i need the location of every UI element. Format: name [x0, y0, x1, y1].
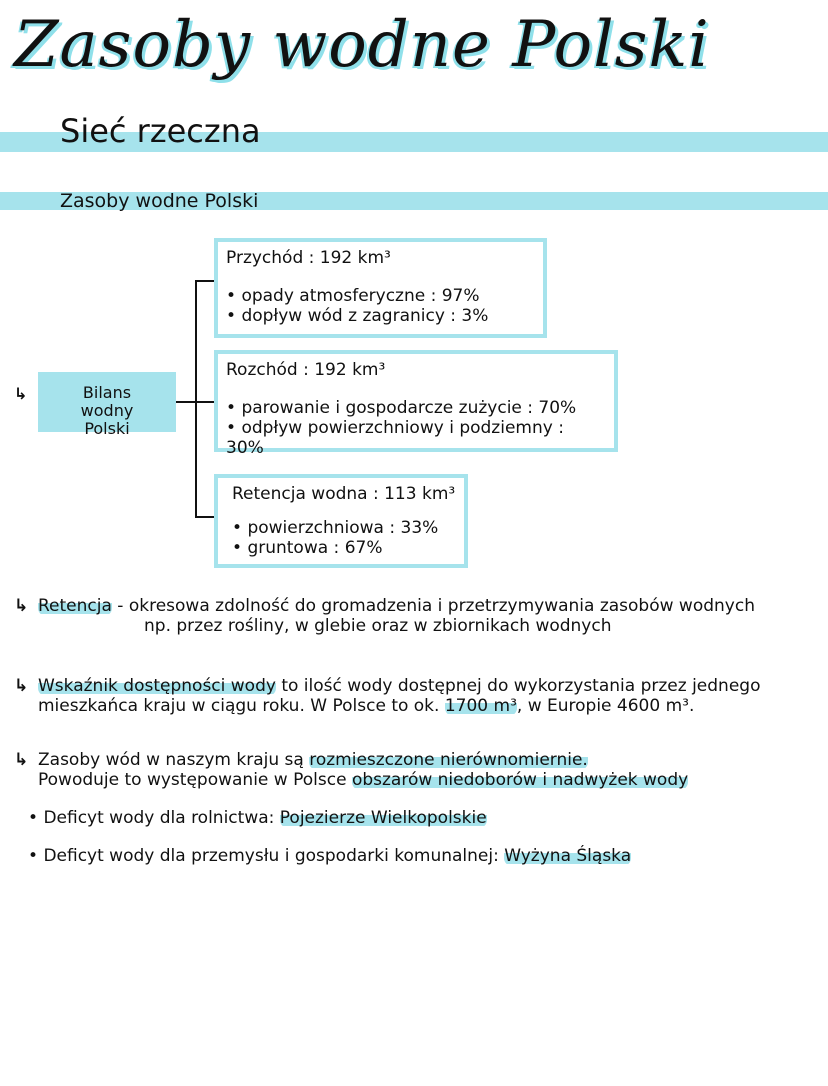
- box-heading: Retencja wodna : 113 km³: [232, 484, 456, 504]
- list-item: powierzchniowa : 33%: [247, 518, 439, 538]
- list-item: parowanie i gospodarcze zużycie : 70%: [241, 398, 577, 418]
- deficit-item: • Deficyt wody dla rolnictwa: Pojezierze Wielkopolskie: [28, 808, 487, 828]
- arrow-icon: ↳: [14, 676, 29, 696]
- page-title: Zasoby wodne Polski: [14, 8, 710, 82]
- highlight: rozmieszczone nierównomiernie.: [309, 750, 588, 770]
- list-item: dopływ wód z zagranicy : 3%: [241, 306, 489, 326]
- term: Retencja: [38, 596, 112, 616]
- connector: [195, 401, 215, 403]
- highlight: Pojezierze Wielkopolskie: [279, 808, 487, 828]
- text: Deficyt wody dla rolnictwa:: [43, 808, 280, 828]
- box-heading: Przychód : 192 km³: [226, 248, 391, 268]
- bracket-line: [195, 280, 197, 517]
- text: np. przez rośliny, w glebie oraz w zbiornikach wodnych: [144, 616, 612, 636]
- connector: [195, 516, 215, 518]
- term: Wskaźnik dostępności wody: [38, 676, 276, 696]
- arrow-icon: ↳: [14, 750, 29, 770]
- root-box: Bilans wodny Polski: [38, 372, 176, 432]
- text: mieszkańca kraju w ciągu roku. W Polsce to ok.: [38, 696, 445, 716]
- text: Deficyt wody dla przemysłu i gospodarki komunalnej:: [43, 846, 505, 866]
- list-item: odpływ powierzchniowy i podziemny : 30%: [226, 418, 564, 458]
- connector: [176, 401, 196, 403]
- note-zasoby: [14, 750, 688, 790]
- deficit-item: • Deficyt wody dla przemysłu i gospodarki komunalnej: Wyżyna Śląska: [28, 846, 632, 866]
- section-heading: Sieć rzeczna: [60, 112, 261, 150]
- highlight: obszarów niedoborów i nadwyżek wody: [351, 770, 689, 790]
- arrow-icon: ↳: [14, 384, 28, 403]
- value: 1700 m³: [444, 696, 517, 716]
- list-item: gruntowa : 67%: [247, 538, 383, 558]
- text: Zasoby wód w naszym kraju są: [38, 750, 310, 770]
- text: - okresowa zdolność do gromadzenia i przetrzymywania zasobów wodnych: [111, 596, 755, 616]
- connector: [195, 280, 215, 282]
- note-wskaznik: [14, 676, 760, 716]
- highlight: Wyżyna Śląska: [504, 846, 632, 866]
- income-box: Przychód : 192 km³ • opady atmosferyczne : 97% • dopływ wód z zagranicy : 3%: [214, 238, 547, 338]
- box-heading: Rozchód : 192 km³: [226, 360, 386, 380]
- retention-box: Retencja wodna : 113 km³ • powierzchniowa : 33% • gruntowa : 67%: [214, 474, 468, 568]
- subsection-heading: Zasoby wodne Polski: [60, 190, 259, 212]
- list-item: opady atmosferyczne : 97%: [241, 286, 480, 306]
- text: to ilość wody dostępnej do wykorzystania przez jednego: [275, 676, 761, 696]
- text: , w Europie 4600 m³.: [516, 696, 695, 716]
- note-retencja: [14, 596, 755, 636]
- text: Powoduje to występowanie w Polsce: [38, 770, 352, 790]
- outflow-box: Rozchód : 192 km³ • parowanie i gospodarcze zużycie : 70% • odpływ powierzchniowy i podziemny : 30%: [214, 350, 618, 452]
- arrow-icon: ↳: [14, 596, 29, 616]
